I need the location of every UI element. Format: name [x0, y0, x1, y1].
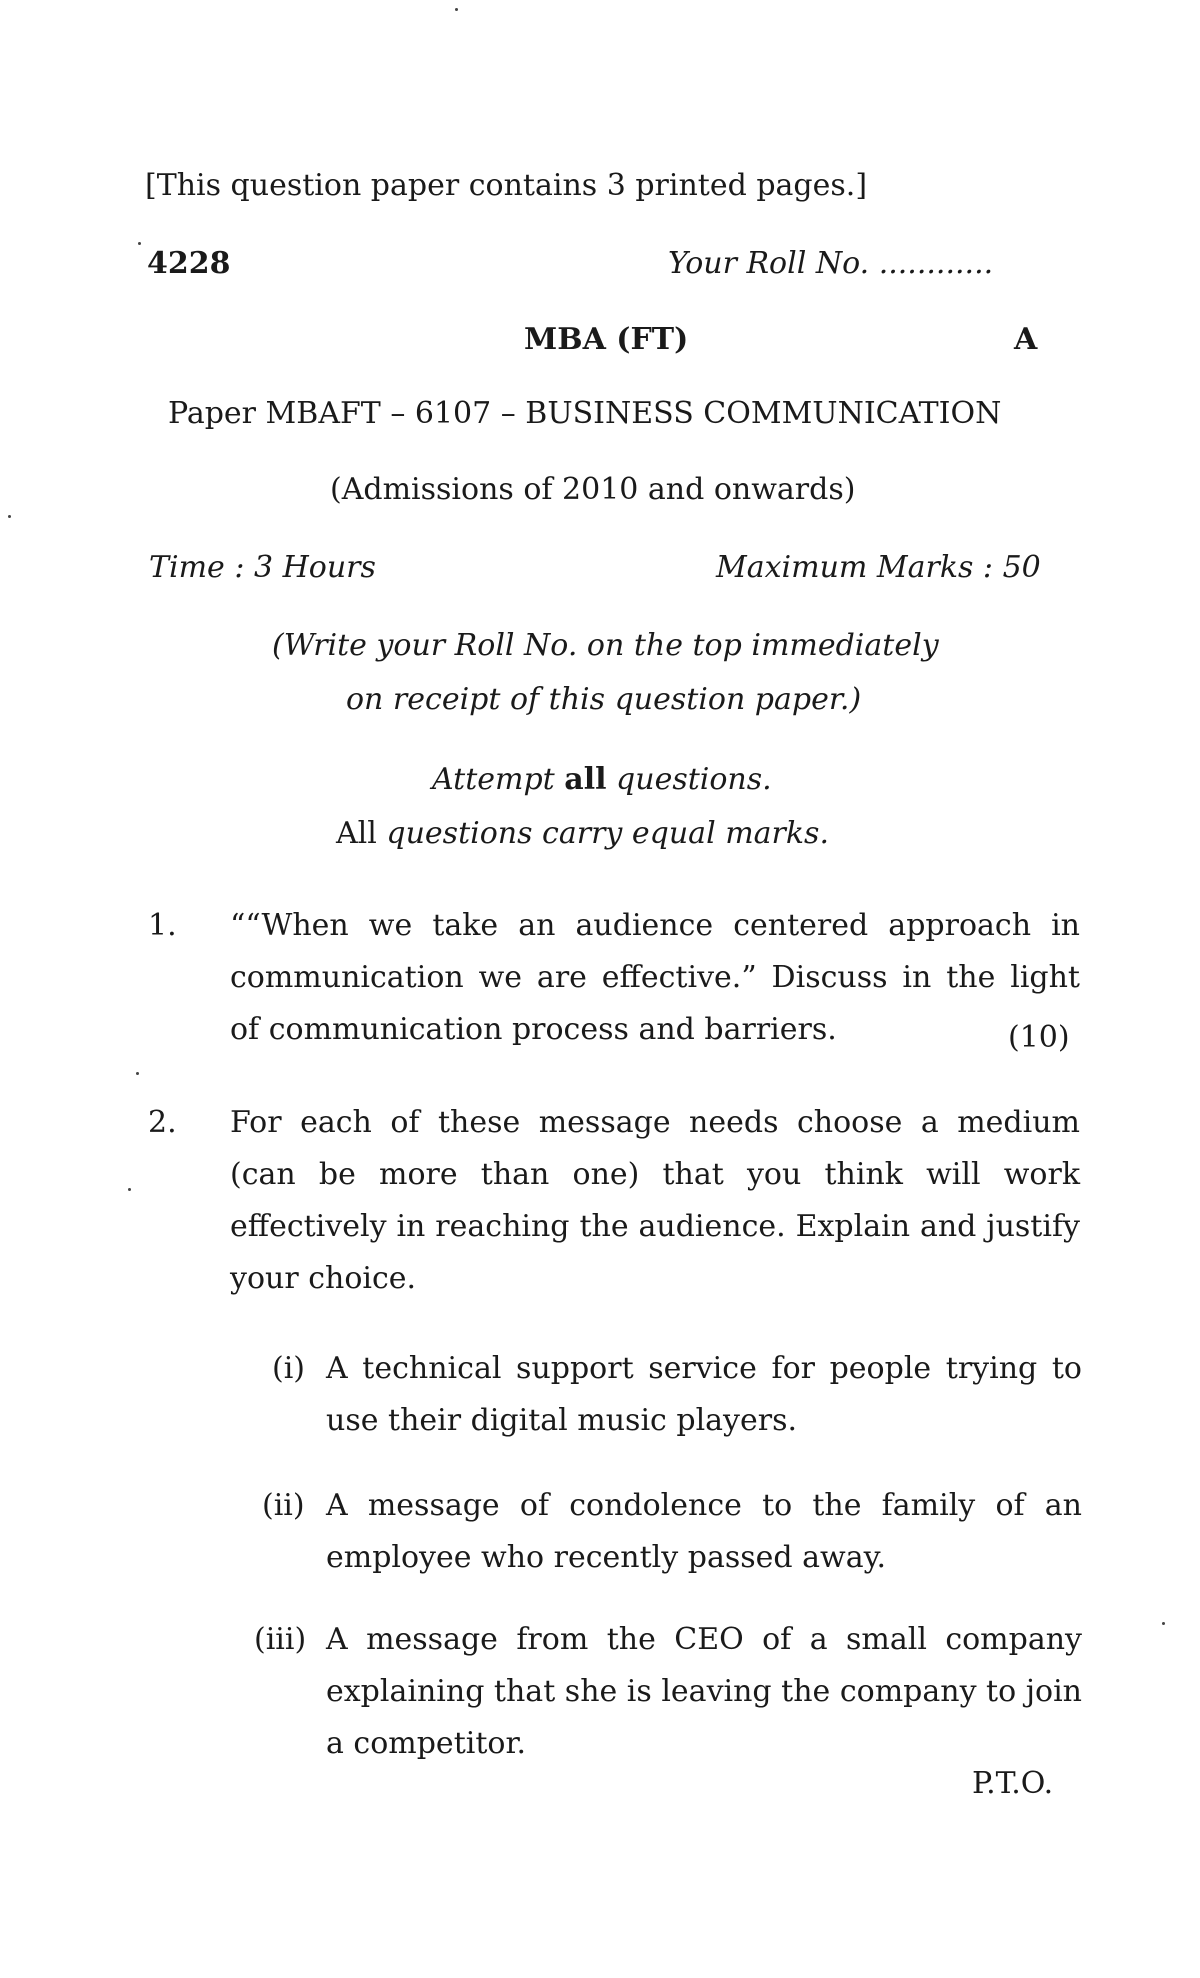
roll-instruction-line2: on receipt of this question paper.)	[346, 682, 862, 717]
subpart-ii-text: A message of condolence to the family of an employee who recently passed away.	[326, 1488, 1082, 1575]
attempt-all: all	[564, 762, 607, 797]
maximum-marks: Maximum Marks : 50	[716, 550, 1041, 585]
paper-code: 4228	[147, 246, 231, 281]
roll-instruction-line1: (Write your Roll No. on the top immediately	[272, 628, 939, 663]
scan-speck	[8, 515, 11, 518]
scan-speck	[1162, 1622, 1165, 1625]
scan-speck	[136, 1072, 139, 1075]
paper-title: Paper MBAFT – 6107 – BUSINESS COMMUNICATION	[168, 396, 1002, 431]
attempt-pre: Attempt	[432, 762, 555, 797]
subpart-iii-label: (iii)	[254, 1622, 307, 1657]
roll-no-field	[668, 244, 993, 284]
question-2-number: 2.	[148, 1105, 177, 1140]
equal-all: All	[336, 816, 377, 851]
subpart-ii-label: (ii)	[262, 1488, 305, 1523]
attempt-post: questions.	[616, 762, 772, 797]
time-allowed: Time : 3 Hours	[149, 550, 376, 585]
roll-no-label: Your Roll No.	[668, 246, 870, 281]
printed-pages-notice: [This question paper contains 3 printed pages.]	[145, 168, 868, 203]
question-2-text: For each of these message needs choose a medium (can be more than one) that you think will work effectively in reaching the audience. Explain and justify your choice.	[230, 1105, 1080, 1296]
scan-speck	[128, 1188, 131, 1191]
attempt-instruction	[432, 760, 772, 800]
equal-marks-instruction	[336, 814, 829, 854]
scan-speck	[138, 242, 141, 245]
scan-speck	[455, 8, 458, 11]
subpart-iii-text: A message from the CEO of a small company explaining that she is leaving the company to join a competitor.	[326, 1622, 1082, 1761]
program-title: MBA (FT)	[524, 322, 689, 357]
subpart-i-text: A technical support service for people trying to use their digital music players.	[326, 1351, 1082, 1438]
please-turn-over: P.T.O.	[972, 1766, 1054, 1801]
roll-no-dots: ............	[878, 246, 994, 281]
question-1-number: 1.	[148, 908, 177, 943]
admissions-note: (Admissions of 2010 and onwards)	[330, 472, 856, 507]
equal-post: questions carry equal marks.	[386, 816, 829, 851]
question-1-marks: (10)	[1008, 1020, 1070, 1055]
set-letter: A	[1014, 322, 1038, 357]
subpart-i-label: (i)	[272, 1351, 306, 1386]
question-1-text: ““When we take an audience centered approach in communication we are effective.” Discuss in the light of communication process and barriers.	[230, 908, 1080, 1047]
